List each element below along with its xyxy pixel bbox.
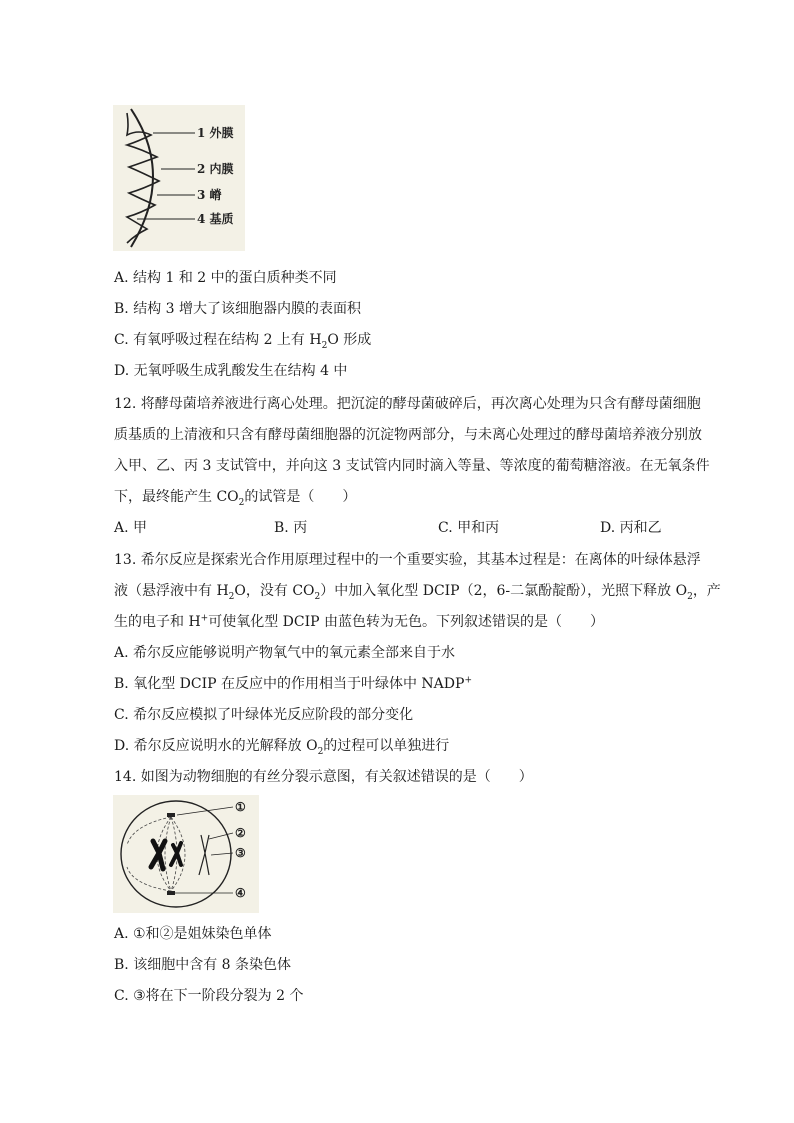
q14-option-b: B. 该细胞中含有 8 条染色体: [114, 957, 291, 973]
q12-option-a: A. 甲: [114, 520, 148, 536]
q12-option-d: D. 丙和乙: [600, 520, 662, 536]
q13-stem: 13. 希尔反应是探索光合作用原理过程中的一个重要实验，其基本过程是：在离体的叶绿体悬浮 液（悬浮液中有 $H_2O$，没有 $CO_2$）中加入氧化型 DCIP（2，6-二氯酚靛酚），光照下释放 $O_2$，产 生的电子和 H+可使氧化型 DCIP 由蓝色转为无色。下列叙述错误的是（ ）: [114, 552, 721, 630]
q13-option-a: A. 希尔反应能够说明产物氧气中的氧元素全部来自于水: [114, 645, 456, 661]
q12-stem: 12. 将酵母菌培养液进行离心处理。把沉淀的酵母菌破碎后，再次离心处理为只含有酵母菌细胞 质基质的上清液和只含有酵母菌细胞器的沉淀物两部分，与未离心处理过的酵母菌培养液分别放 入甲、乙、丙 3 支试管中，并向这 3 支试管内同时滴入等量、等浓度的葡萄糖溶液。在无氧条件 下，最终能产生 $CO_2$的试管是（ ）: [114, 396, 710, 508]
figure2-label-1: ①: [235, 800, 246, 814]
q13-option-c: C. 希尔反应模拟了叶绿体光反应阶段的部分变化: [114, 707, 414, 723]
mitosis-figure: [113, 795, 259, 913]
q11-option-d: D. 无氧呼吸生成乳酸发生在结构 4 中: [114, 363, 348, 379]
q14-option-c: C. ③将在下一阶段分裂为 2 个: [114, 988, 304, 1004]
figure1-label-inner-membrane: 2 内膜: [197, 162, 234, 176]
figure1-label-outer-membrane: 1 外膜: [197, 126, 234, 140]
q11-option-c: C. 有氧呼吸过程在结构 2 上有 $H_2O$ 形成: [114, 332, 372, 351]
q13-option-d: D. 希尔反应说明水的光解释放 $O_2$的过程可以单独进行: [114, 738, 450, 757]
q11-option-b: B. 结构 3 增大了该细胞器内膜的表面积: [114, 301, 361, 317]
q12-option-c: C. 甲和丙: [438, 520, 500, 536]
figure2-label-3: ③: [235, 846, 246, 860]
q14-option-a: A. ①和②是姐妹染色单体: [114, 926, 272, 942]
q12-option-b: B. 丙: [274, 520, 308, 536]
q13-option-b: B. 氧化型 DCIP 在反应中的作用相当于叶绿体中 NADP+: [114, 675, 472, 692]
mitochondrion-figure: [113, 105, 245, 251]
q12-options: [114, 519, 684, 537]
q14-stem: 14. 如图为动物细胞的有丝分裂示意图，有关叙述错误的是（ ）: [114, 769, 533, 785]
figure1-label-cristae: 3 嵴: [197, 188, 222, 202]
figure2-label-4: ④: [235, 886, 246, 900]
q11-option-a: A. 结构 1 和 2 中的蛋白质种类不同: [114, 270, 337, 286]
figure2-label-2: ②: [235, 826, 246, 840]
figure1-label-matrix: 4 基质: [197, 212, 234, 226]
